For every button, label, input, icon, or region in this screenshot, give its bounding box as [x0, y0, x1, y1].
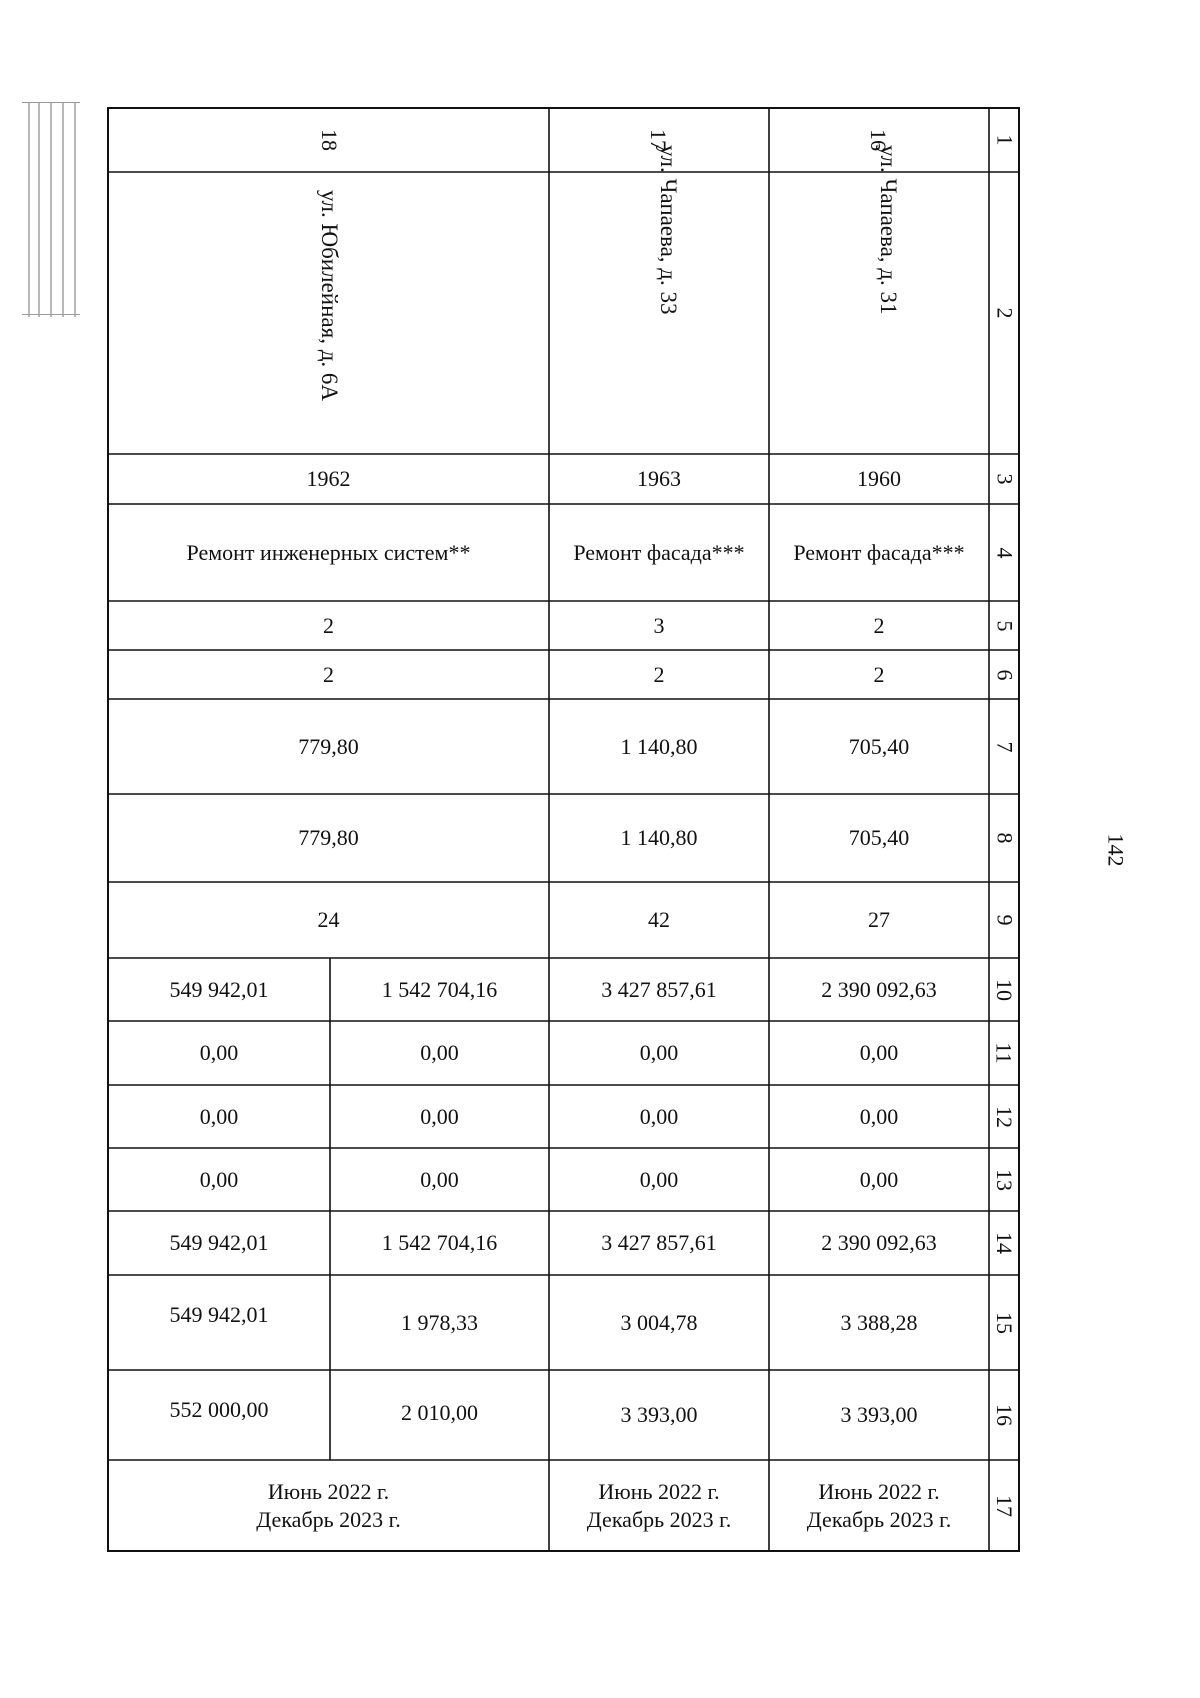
- period-end: Декабрь 2023 г.: [256, 1506, 401, 1532]
- value-cell: 3 393,00: [840, 1402, 918, 1427]
- column-number: 8: [992, 832, 1017, 844]
- value-cell: 2 390 092,63: [821, 976, 937, 1002]
- work-type: Ремонт фасада***: [793, 539, 965, 565]
- value-cell: 2: [653, 661, 665, 687]
- period-end: Декабрь 2023 г.: [586, 1506, 732, 1532]
- value-cell: 0,00: [420, 1103, 459, 1129]
- value-cell: 0,00: [199, 1166, 239, 1192]
- value-cell: 1 978,33: [401, 1309, 478, 1335]
- value-cell: 3: [653, 612, 665, 638]
- value-cell: 0,00: [859, 1166, 899, 1192]
- value-cell: 2: [323, 612, 334, 638]
- margin-stamp: [22, 102, 80, 317]
- value-cell: 705,40: [848, 733, 910, 759]
- value-cell: 549 942,01: [169, 976, 269, 1002]
- period-end: Декабрь 2023 г.: [806, 1506, 952, 1532]
- column-number: 12: [992, 1105, 1017, 1128]
- value-cell: 42: [648, 907, 670, 932]
- value-cell: 24: [317, 907, 340, 932]
- value-cell: 2 390 092,63: [821, 1230, 937, 1255]
- value-cell: 3 393,00: [620, 1402, 698, 1427]
- column-number: 2: [992, 307, 1017, 319]
- value-cell: 1 542 704,16: [381, 1230, 498, 1255]
- value-cell: 3 427 857,61: [601, 976, 717, 1002]
- value-cell: 1 140,80: [620, 733, 698, 759]
- construction-year: 1963: [637, 466, 681, 491]
- column-number: 10: [992, 978, 1017, 1001]
- period-start: Июнь 2022 г.: [598, 1478, 720, 1504]
- value-cell: 779,80: [298, 825, 359, 850]
- value-cell: 3 388,28: [840, 1309, 918, 1335]
- column-number: 16: [992, 1404, 1017, 1426]
- column-number: 1: [992, 134, 1017, 146]
- value-cell: 0,00: [859, 1103, 899, 1129]
- period-start: Июнь 2022 г.: [818, 1478, 940, 1504]
- value-cell: 0,00: [639, 1040, 679, 1065]
- column-number: 9: [992, 914, 1017, 926]
- object-address: ул. Юбилейная, д. 6А: [317, 190, 342, 402]
- value-cell: 552 000,00: [169, 1397, 269, 1422]
- value-cell: 2: [873, 612, 885, 638]
- value-cell: 549 942,01: [169, 1302, 269, 1327]
- value-cell: 2: [323, 661, 334, 687]
- value-cell: 3 004,78: [620, 1309, 698, 1335]
- value-cell: 2: [873, 661, 885, 687]
- work-period: [769, 1460, 989, 1551]
- work-period: [549, 1460, 769, 1551]
- object-address: ул. Чапаева, д. 31: [876, 145, 901, 315]
- column-number: 17: [992, 1494, 1017, 1517]
- construction-year: 1960: [857, 466, 901, 491]
- object-number: 18: [317, 129, 342, 151]
- value-cell: 0,00: [420, 1040, 459, 1065]
- work-type: Ремонт фасада***: [573, 539, 745, 565]
- value-cell: 779,80: [298, 733, 359, 759]
- value-cell: 2 010,00: [401, 1399, 478, 1425]
- value-cell: 549 942,01: [169, 1230, 269, 1255]
- value-cell: 705,40: [848, 825, 910, 850]
- object-number: 17: [646, 129, 671, 151]
- value-cell: 1 140,80: [620, 825, 698, 850]
- value-cell: 0,00: [420, 1166, 459, 1192]
- column-number: 14: [992, 1232, 1017, 1254]
- work-type: Ремонт инженерных систем**: [186, 539, 471, 565]
- period-start: Июнь 2022 г.: [267, 1478, 390, 1504]
- value-cell: 0,00: [859, 1040, 899, 1065]
- column-number: 7: [992, 741, 1017, 752]
- column-number: 11: [992, 1042, 1017, 1064]
- value-cell: 0,00: [639, 1103, 679, 1129]
- column-number: 6: [992, 669, 1017, 680]
- object-address: ул. Чапаева, д. 33: [656, 145, 681, 315]
- value-cell: 1 542 704,16: [381, 976, 498, 1002]
- column-number: 15: [992, 1311, 1017, 1334]
- page-number: 142: [1103, 833, 1128, 867]
- column-number: 5: [992, 620, 1017, 631]
- value-cell: 0,00: [199, 1040, 239, 1065]
- work-period: [108, 1460, 549, 1551]
- column-number: 13: [992, 1168, 1017, 1191]
- value-cell: 3 427 857,61: [601, 1230, 717, 1255]
- column-number: 3: [992, 473, 1017, 485]
- object-number: 16: [866, 129, 891, 151]
- column-number: 4: [992, 547, 1017, 558]
- value-cell: 0,00: [199, 1103, 239, 1129]
- value-cell: 0,00: [639, 1166, 679, 1192]
- construction-year: 1962: [306, 466, 351, 491]
- value-cell: 27: [868, 907, 890, 932]
